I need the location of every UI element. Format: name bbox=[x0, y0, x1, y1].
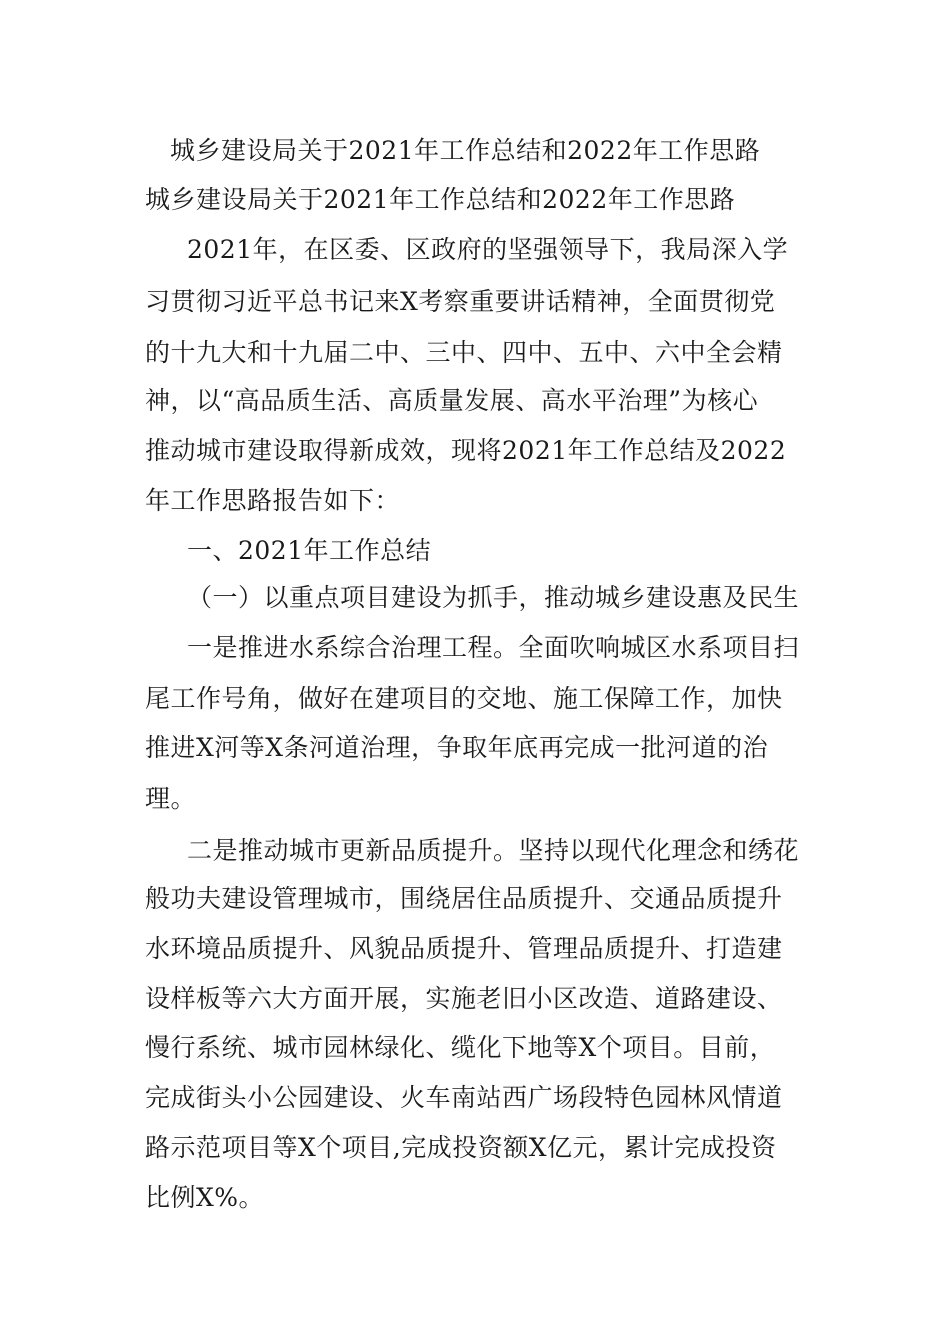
paragraph-line: 设样板等六大方面开展，实施老旧小区改造、道路建设、 bbox=[145, 984, 783, 1013]
paragraph-line: 般功夫建设管理城市，围绕居住品质提升、交通品质提升 bbox=[145, 884, 783, 913]
intro-line: 习贯彻习近平总书记来X考察重要讲话精神，全面贯彻党 bbox=[145, 287, 776, 316]
paragraph-line: 完成街头小公园建设、火车南站西广场段特色园林风情道 bbox=[145, 1083, 783, 1112]
intro-line: 神，以“高品质生活、高质量发展、高水平治理”为核心 bbox=[145, 386, 759, 415]
paragraph-line: 比例X%。 bbox=[145, 1183, 265, 1212]
section-heading: 一、2021年工作总结 bbox=[187, 536, 432, 565]
intro-line: 2021年，在区委、区政府的坚强领导下，我局深入学 bbox=[187, 235, 789, 264]
paragraph-line: 慢行系统、城市园林绿化、缆化下地等X个项目。目前， bbox=[145, 1033, 776, 1062]
intro-line: 年工作思路报告如下： bbox=[145, 486, 401, 515]
subsection-heading: （一）以重点项目建设为抓手，推动城乡建设惠及民生 bbox=[187, 583, 800, 612]
paragraph-line: 二是推动城市更新品质提升。坚持以现代化理念和绣花 bbox=[187, 836, 800, 865]
intro-line: 推动城市建设取得新成效，现将2021年工作总结及2022 bbox=[145, 436, 787, 465]
document-subtitle: 城乡建设局关于2021年工作总结和2022年工作思路 bbox=[145, 185, 736, 214]
paragraph-line: 路示范项目等X个项目,完成投资额X亿元，累计完成投资 bbox=[145, 1133, 777, 1162]
paragraph-line: 尾工作号角，做好在建项目的交地、施工保障工作，加快 bbox=[145, 684, 783, 713]
paragraph-line: 水环境品质提升、风貌品质提升、管理品质提升、打造建 bbox=[145, 934, 783, 963]
intro-line: 的十九大和十九届二中、三中、四中、五中、六中全会精 bbox=[145, 338, 783, 367]
paragraph-line: 推进X河等X条河道治理，争取年底再完成一批河道的治 bbox=[145, 733, 769, 762]
paragraph-line: 一是推进水系综合治理工程。全面吹响城区水系项目扫 bbox=[187, 633, 800, 662]
paragraph-line: 理。 bbox=[145, 784, 197, 813]
document-title: 城乡建设局关于2021年工作总结和2022年工作思路 bbox=[170, 136, 761, 165]
